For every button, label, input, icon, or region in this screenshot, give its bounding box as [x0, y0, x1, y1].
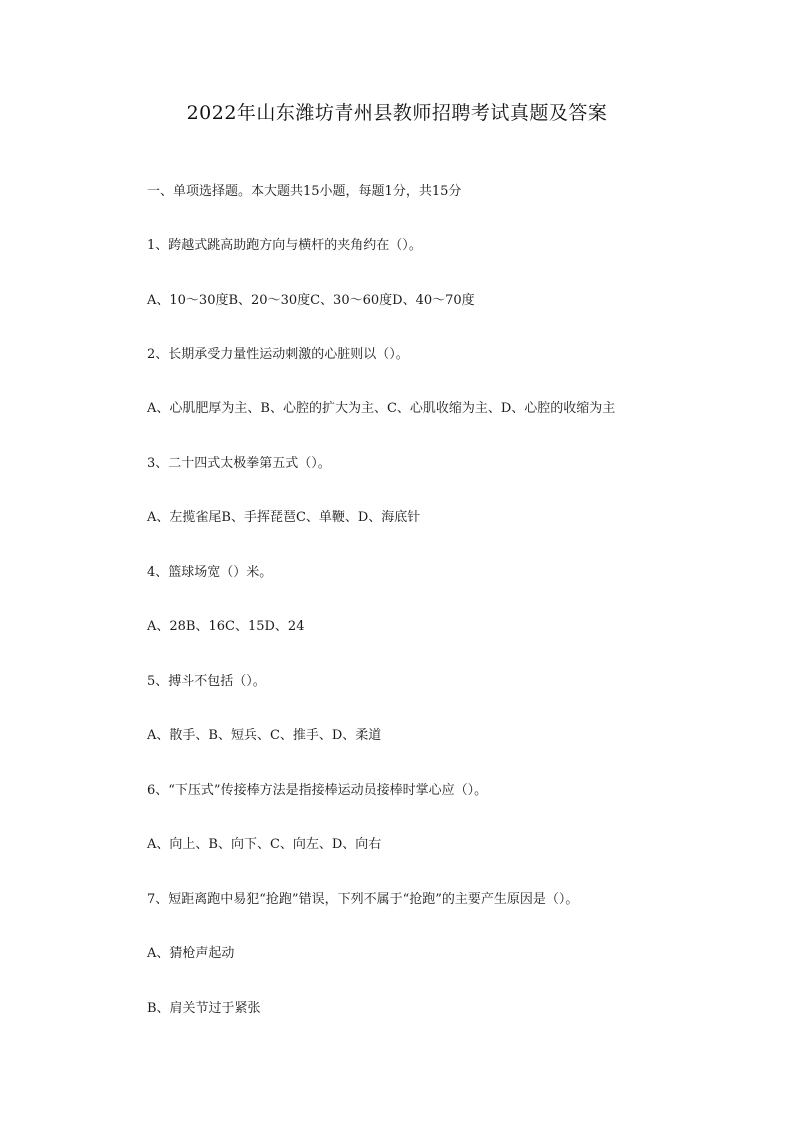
question-6: 6、“下压式”传接棒方法是指接棒运动员接棒时掌心应（）。 — [147, 783, 488, 798]
question-7-option-a: A、猜枪声起动 — [147, 946, 235, 961]
question-7-option-b: B、肩关节过于紧张 — [147, 1001, 261, 1016]
question-5-options: A、散手、B、短兵、C、推手、D、柔道 — [147, 728, 382, 743]
document-title: 2022年山东潍坊青州县教师招聘考试真题及答案 — [186, 102, 608, 124]
question-4-options: A、28B、16C、15D、24 — [147, 619, 305, 634]
question-5: 5、搏斗不包括（）。 — [147, 674, 266, 689]
question-1: 1、跨越式跳高助跑方向与横杆的夹角约在（）。 — [147, 238, 422, 253]
question-1-options: A、10～30度B、20～30度C、30～60度D、40～70度 — [147, 293, 475, 308]
section-heading: 一、单项选择题。本大题共15小题，每题1分，共15分 — [147, 184, 462, 199]
question-7: 7、短距离跑中易犯“抢跑”错误，下列不属于“抢跑”的主要产生原因是（）。 — [147, 892, 579, 907]
question-3: 3、二十四式太极拳第五式（）。 — [147, 456, 331, 471]
question-2: 2、长期承受力量性运动刺激的心脏则以（）。 — [147, 347, 409, 362]
question-4: 4、篮球场宽（）米。 — [147, 565, 273, 580]
question-2-options: A、心肌肥厚为主、B、心腔的扩大为主、C、心肌收缩为主、D、心腔的收缩为主 — [147, 401, 616, 416]
question-3-options: A、左揽雀尾B、手挥琵琶C、单鞭、D、海底针 — [147, 510, 421, 525]
question-6-options: A、向上、B、向下、C、向左、D、向右 — [147, 837, 382, 852]
